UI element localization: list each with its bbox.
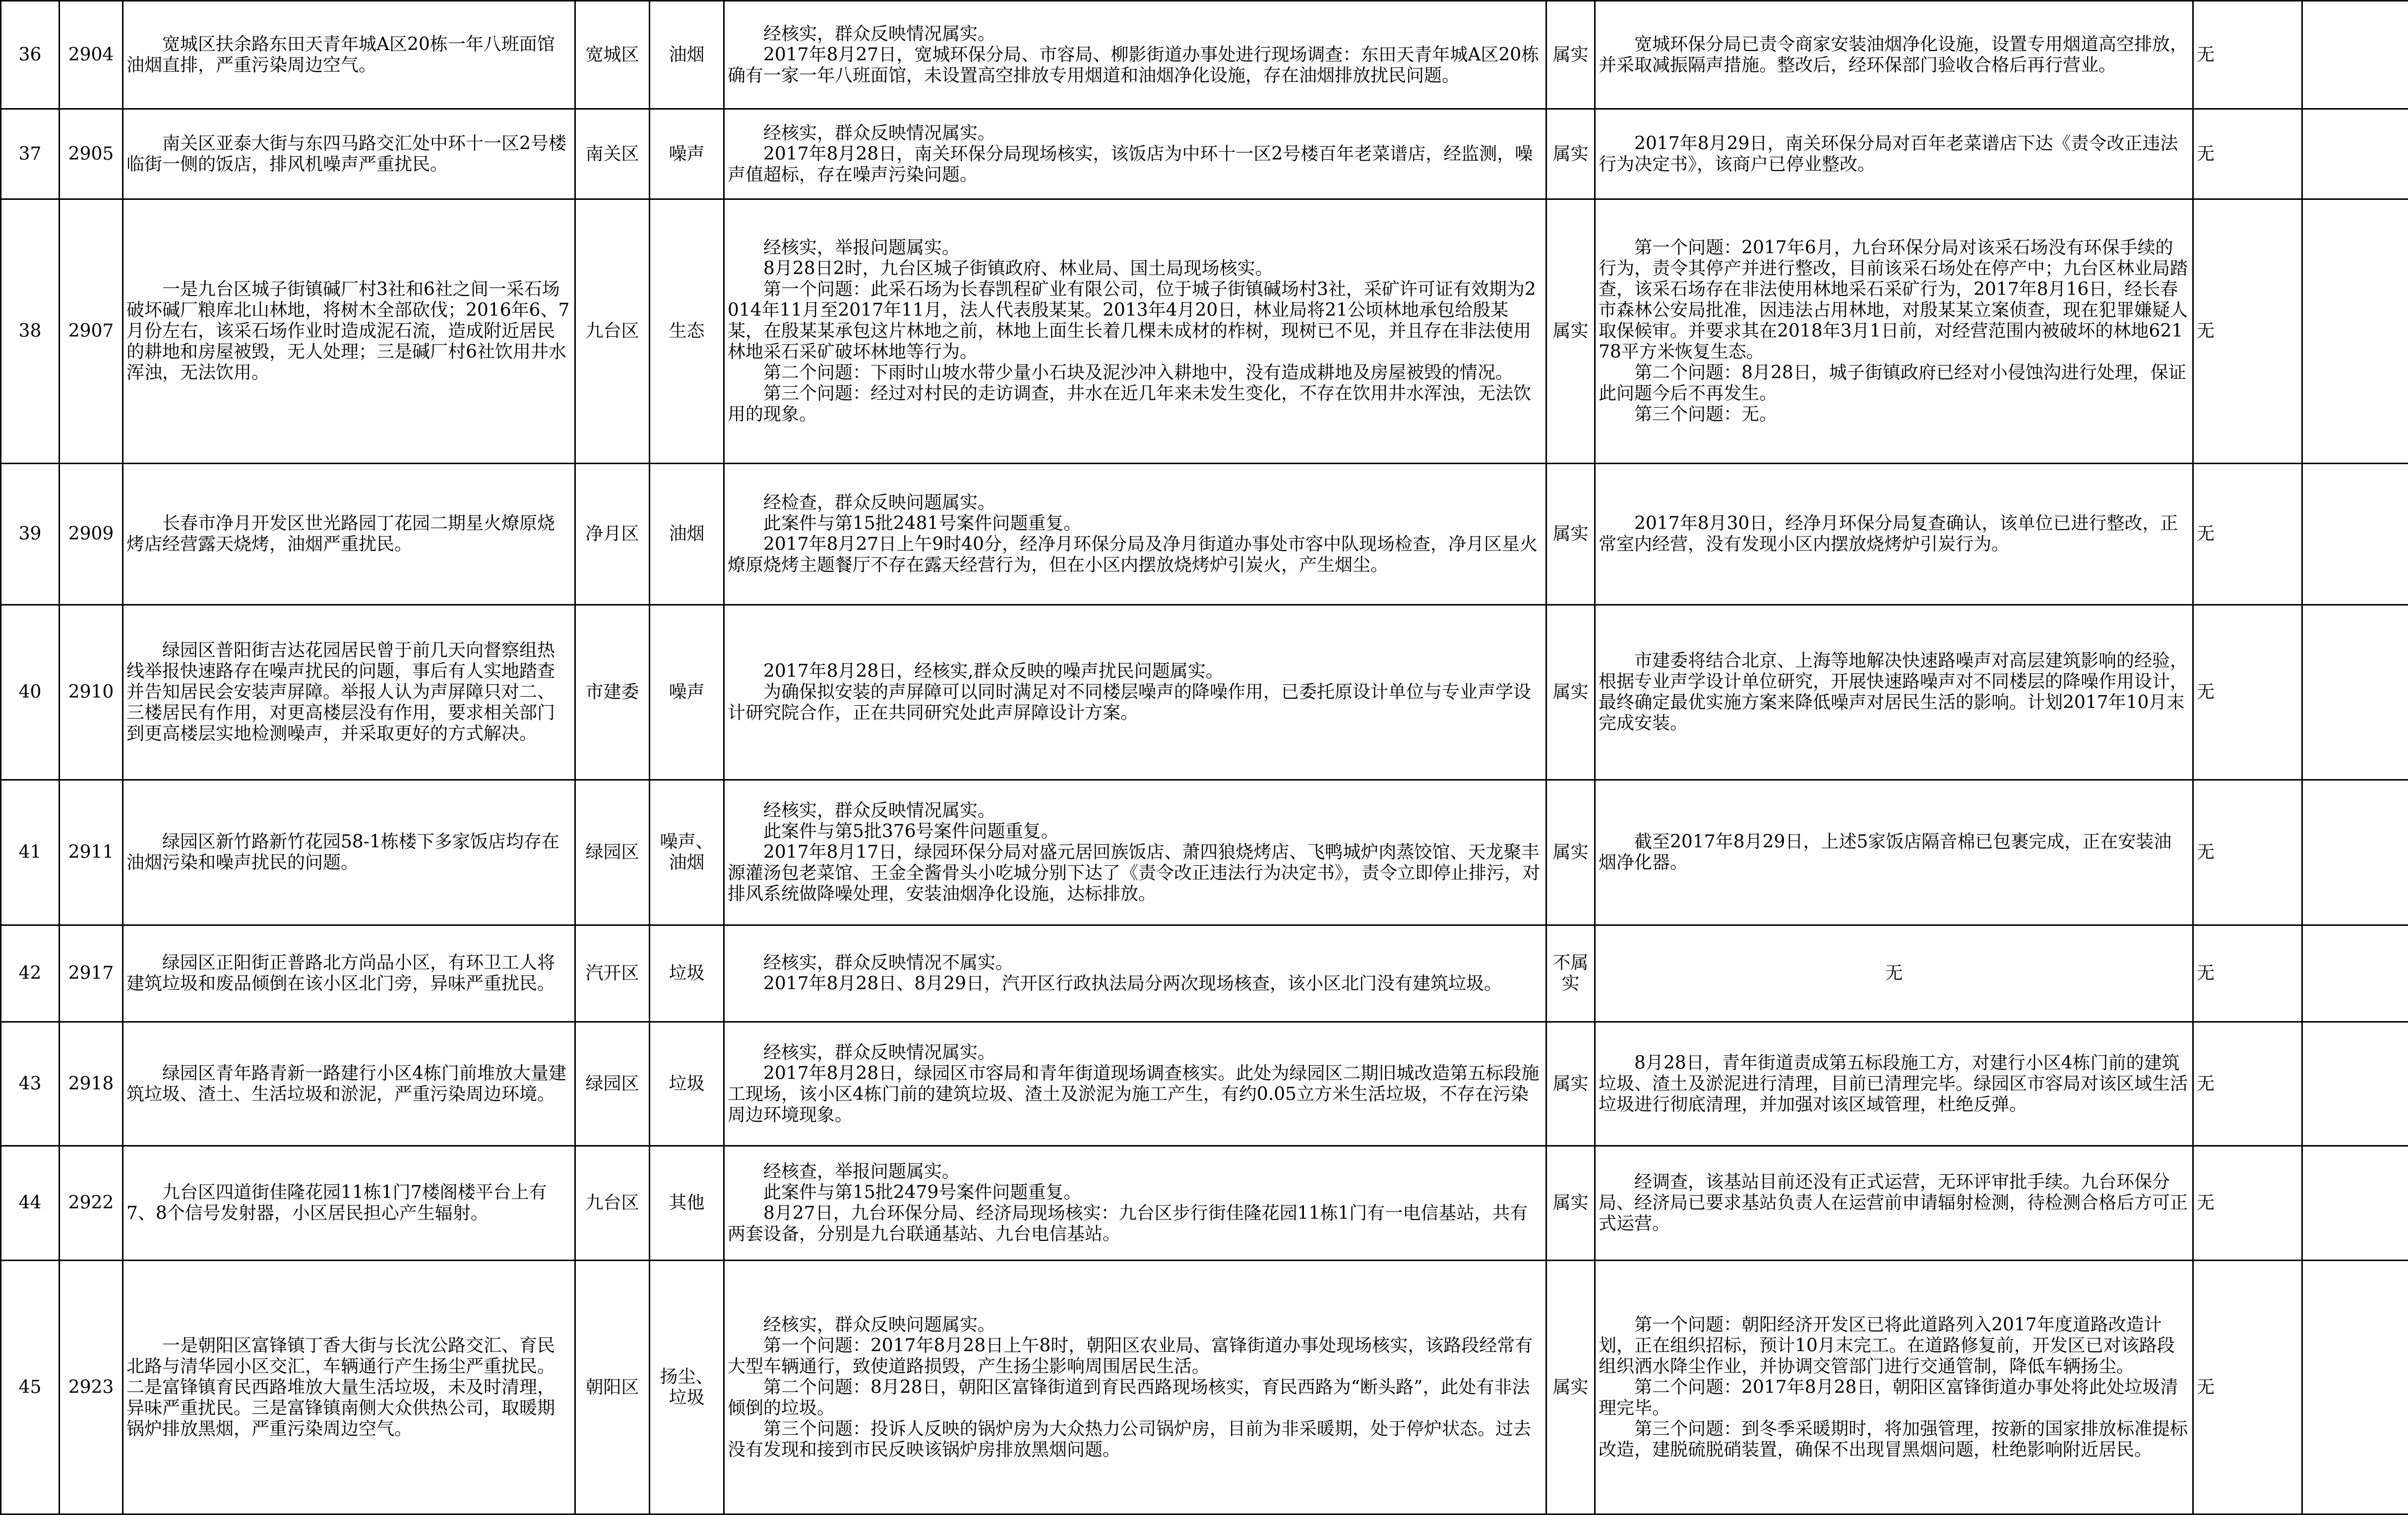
- remark-cell: [2302, 605, 2408, 780]
- category-cell: 生态: [650, 199, 724, 464]
- seq-cell: 40: [1, 605, 60, 780]
- seq-cell: 41: [1, 780, 60, 925]
- investigation-cell-paragraph: 2017年8月17日，绿园环保分局对盛元居回族饭店、萧四狼烧烤店、飞鸭城炉肉蒸饺馆、天龙聚丰源灌汤包老菜馆、王金全酱骨头小吃城分别下达了《责令改正违法行为决定书》，责令立即停止排污，对排风系统做降噪处理，安装油烟净化设施，达标排放。: [728, 842, 1543, 905]
- handling-cell-paragraph: 第二个问题：2017年8月28日，朝阳区富锋街道办事处将此处垃圾清理完毕。: [1599, 1377, 2189, 1419]
- case-number-cell: 2911: [60, 780, 123, 925]
- category-cell: 噪声: [650, 109, 724, 199]
- district-cell: 绿园区: [575, 1022, 650, 1146]
- investigation-cell: [724, 1146, 1546, 1261]
- verdict-cell: 属实: [1546, 780, 1595, 925]
- seq-cell: 44: [1, 1146, 60, 1261]
- investigation-cell-paragraph: 8月27日，九台环保分局、经济局现场核实：九台区步行街佳隆花园11栋1门有一电信基站，共有两套设备，分别是九台联通基站、九台电信基站。: [728, 1203, 1543, 1245]
- verdict-cell: 属实: [1546, 1146, 1595, 1261]
- seq-cell: 38: [1, 199, 60, 464]
- district-cell: 宽城区: [575, 1, 650, 109]
- case-number-cell: 2922: [60, 1146, 123, 1261]
- accountability-cell: 无: [2193, 925, 2302, 1022]
- table-row: [1, 1, 2408, 109]
- category-cell: 垃圾: [650, 925, 724, 1022]
- handling-cell-paragraph: 宽城环保分局已责令商家安装油烟净化设施，设置专用烟道高空排放，并采取减振隔声措施。整改后，经环保部门验收合格后再行营业。: [1599, 34, 2189, 76]
- investigation-cell: [724, 199, 1546, 464]
- investigation-cell-paragraph: 经核实，群众反映情况属实。: [728, 24, 1543, 45]
- case-number-cell: 2909: [60, 464, 123, 605]
- seq-cell: 37: [1, 109, 60, 199]
- case-number-cell: 2923: [60, 1261, 123, 1515]
- handling-cell: [1595, 1261, 2193, 1515]
- seq-cell: 45: [1, 1261, 60, 1515]
- handling-cell-paragraph: 2017年8月30日，经净月环保分局复查确认，该单位已进行整改，正常室内经营，没有发现小区内摆放烧烤炉引炭行为。: [1599, 513, 2189, 555]
- complaint-content-cell: [123, 605, 575, 780]
- remark-cell: [2302, 1022, 2408, 1146]
- case-number-cell: 2918: [60, 1022, 123, 1146]
- district-cell: 朝阳区: [575, 1261, 650, 1515]
- investigation-cell-paragraph: 经核实，群众反映情况不属实。: [728, 953, 1543, 973]
- complaint-content-cell-paragraph: 绿园区普阳街吉达花园居民曾于前几天向督察组热线举报快速路存在噪声扰民的问题，事后有人实地踏查并告知居民会安装声屏障。举报人认为声屏障只对二、三楼居民有作用，对更高楼层没有作用，要求相关部门到更高楼层实地检测噪声，并采取更好的方式解决。: [126, 640, 571, 744]
- investigation-cell-paragraph: 经核实，群众反映情况属实。: [728, 800, 1543, 821]
- investigation-cell-paragraph: 经核实，群众反映情况属实。: [728, 1042, 1543, 1063]
- seq-cell: 42: [1, 925, 60, 1022]
- handling-cell-paragraph: 8月28日，青年街道责成第五标段施工方，对建行小区4栋门前的建筑垃圾、渣土及淤泥进行清理，目前已清理完毕。绿园区市容局对该区域生活垃圾进行彻底清理，并加强对该区域管理，杜绝反弹。: [1599, 1053, 2189, 1115]
- verdict-cell: 不属实: [1546, 925, 1595, 1022]
- handling-cell-paragraph: 第三个问题：无。: [1599, 404, 2189, 425]
- district-cell: 净月区: [575, 464, 650, 605]
- investigation-cell-paragraph: 第二个问题：下雨时山坡水带少量小石块及泥沙冲入耕地中，没有造成耕地及房屋被毁的情况。: [728, 363, 1543, 383]
- accountability-cell: 无: [2193, 1261, 2302, 1515]
- complaint-content-cell-paragraph: 宽城区扶余路东田天青年城A区20栋一年八班面馆油烟直排，严重污染周边空气。: [126, 34, 571, 76]
- table-row: [1, 464, 2408, 605]
- handling-cell: [1595, 1146, 2193, 1261]
- investigation-cell-paragraph: 第一个问题：此采石场为长春凯程矿业有限公司，位于城子街镇碱场村3社，采矿许可证有效期为2014年11月至2017年11月，法人代表殷某某。2013年4月20日，林业局将21公顷林地承包给殷某某，在殷某某承包这片林地之前，林地上面生长着几棵未成材的柞树，现树已不见，并且存在非法使用林地采石采矿破坏林地等行为。: [728, 279, 1543, 363]
- category-cell: 其他: [650, 1146, 724, 1261]
- seq-cell: 36: [1, 1, 60, 109]
- investigation-cell: [724, 464, 1546, 605]
- handling-cell-paragraph: 第二个问题：8月28日，城子街镇政府已经对小侵蚀沟进行处理，保证此问题今后不再发生。: [1599, 363, 2189, 404]
- table-row: [1, 109, 2408, 199]
- investigation-cell: [724, 1261, 1546, 1515]
- district-cell: 九台区: [575, 199, 650, 464]
- complaint-content-cell: [123, 109, 575, 199]
- complaint-content-cell: [123, 1022, 575, 1146]
- handling-cell: [1595, 1022, 2193, 1146]
- investigation-cell-paragraph: 第二个问题：8月28日，朝阳区富锋街道到育民西路现场核实，育民西路为“断头路”，此处有非法倾倒的垃圾。: [728, 1377, 1543, 1419]
- investigation-cell-paragraph: 2017年8月28日，南关环保分局现场核实，该饭店为中环十一区2号楼百年老菜谱店，经监测，噪声值超标，存在噪声污染问题。: [728, 144, 1543, 185]
- investigation-cell: [724, 109, 1546, 199]
- table-row: [1, 1261, 2408, 1515]
- accountability-cell: 无: [2193, 780, 2302, 925]
- investigation-cell: [724, 1, 1546, 109]
- seq-cell: 39: [1, 464, 60, 605]
- investigation-cell-paragraph: 2017年8月28日，经核实,群众反映的噪声扰民问题属实。: [728, 661, 1543, 682]
- investigation-cell-paragraph: 第一个问题：2017年8月28日上午8时，朝阳区农业局、富锋街道办事处现场核实，该路段经常有大型车辆通行，致使道路损毁，产生扬尘影响周围居民生活。: [728, 1335, 1543, 1377]
- seq-cell: 43: [1, 1022, 60, 1146]
- handling-cell: [1595, 109, 2193, 199]
- complaint-content-cell: [123, 464, 575, 605]
- accountability-cell: 无: [2193, 109, 2302, 199]
- handling-cell-paragraph: 2017年8月29日，南关环保分局对百年老菜谱店下达《责令改正违法行为决定书》，该商户已停业整改。: [1599, 133, 2189, 175]
- category-cell: 扬尘、垃圾: [650, 1261, 724, 1515]
- category-cell: 油烟: [650, 1, 724, 109]
- complaint-content-cell: [123, 925, 575, 1022]
- complaint-content-cell-paragraph: 绿园区新竹路新竹花园58-1栋楼下多家饭店均存在油烟污染和噪声扰民的问题。: [126, 832, 571, 873]
- investigation-cell-paragraph: 经核实，举报问题属实。: [728, 238, 1543, 258]
- district-cell: 绿园区: [575, 780, 650, 925]
- accountability-cell: 无: [2193, 605, 2302, 780]
- complaint-content-cell-paragraph: 九台区四道街佳隆花园11栋1门7楼阁楼平台上有7、8个信号发射器，小区居民担心产生辐射。: [126, 1182, 571, 1224]
- investigation-cell-paragraph: 2017年8月27日，宽城环保分局、市容局、柳影街道办事处进行现场调查：东田天青年城A区20栋确有一家一年八班面馆，未设置高空排放专用烟道和油烟净化设施，存在油烟排放扰民问题。: [728, 45, 1543, 86]
- category-cell: 噪声、油烟: [650, 780, 724, 925]
- handling-cell: [1595, 1, 2193, 109]
- investigation-cell-paragraph: 8月28日2时，九台区城子街镇政府、林业局、国土局现场核实。: [728, 258, 1543, 279]
- accountability-cell: 无: [2193, 1146, 2302, 1261]
- table-row: [1, 780, 2408, 925]
- complaint-content-cell: [123, 1261, 575, 1515]
- investigation-cell-paragraph: 2017年8月28日，绿园区市容局和青年街道现场调查核实。此处为绿园区二期旧城改造第五标段施工现场，该小区4栋门前的建筑垃圾、渣土及淤泥为施工产生，有约0.05立方米生活垃圾，不存在污染周边环境现象。: [728, 1063, 1543, 1126]
- investigation-cell-paragraph: 经核实，群众反映情况属实。: [728, 123, 1543, 144]
- investigation-cell-paragraph: 经核查，举报问题属实。: [728, 1161, 1543, 1182]
- handling-cell: [1595, 464, 2193, 605]
- investigation-cell-paragraph: 2017年8月27日上午9时40分，经净月环保分局及净月街道办事处市容中队现场检查，净月区星火燎原烧烤主题餐厅不存在露天经营行为，但在小区内摆放烧烤炉引炭火，产生烟尘。: [728, 534, 1543, 576]
- verdict-cell: 属实: [1546, 199, 1595, 464]
- investigation-cell-paragraph: 为确保拟安装的声屏障可以同时满足对不同楼层噪声的降噪作用，已委托原设计单位与专业声学设计研究院合作，正在共同研究处此声屏障设计方案。: [728, 682, 1543, 724]
- complaint-content-cell: [123, 1, 575, 109]
- case-number-cell: 2907: [60, 199, 123, 464]
- complaint-content-cell: [123, 1146, 575, 1261]
- verdict-cell: 属实: [1546, 109, 1595, 199]
- complaint-content-cell-paragraph: 绿园区青年路青新一路建行小区4栋门前堆放大量建筑垃圾、渣土、生活垃圾和淤泥，严重污染周边环境。: [126, 1063, 571, 1105]
- complaint-content-cell-paragraph: 一是朝阳区富锋镇丁香大街与长沈公路交汇、育民北路与清华园小区交汇，车辆通行产生扬尘严重扰民。二是富锋镇育民西路堆放大量生活垃圾，未及时清理，异味严重扰民。三是富锋镇南侧大众供热公司，取暖期锅炉排放黑烟，严重污染周边空气。: [126, 1335, 571, 1440]
- accountability-cell: 无: [2193, 1022, 2302, 1146]
- accountability-cell: 无: [2193, 464, 2302, 605]
- remark-cell: [2302, 1261, 2408, 1515]
- district-cell: 市建委: [575, 605, 650, 780]
- investigation-cell-paragraph: 此案件与第15批2479号案件问题重复。: [728, 1182, 1543, 1203]
- handling-cell-paragraph: 市建委将结合北京、上海等地解决快速路噪声对高层建筑影响的经验，根据专业声学设计单位研究，开展快速路噪声对不同楼层的降噪作用设计，最终确定最优实施方案来降低噪声对居民生活的影响。计划2017年10月末完成安装。: [1599, 651, 2189, 734]
- complaint-content-cell-paragraph: 一是九台区城子街镇碱厂村3社和6社之间一采石场破坏碱厂粮库北山林地，将树木全部砍伐；2016年6、7月份左右，该采石场作业时造成泥石流，造成附近居民的耕地和房屋被毁，无人处理；三是碱厂村6社饮用井水浑浊，无法饮用。: [126, 279, 571, 383]
- complaint-content-cell-paragraph: 绿园区正阳街正普路北方尚品小区，有环卫工人将建筑垃圾和废品倾倒在该小区北门旁，异味严重扰民。: [126, 953, 571, 994]
- district-cell: 九台区: [575, 1146, 650, 1261]
- district-cell: 汽开区: [575, 925, 650, 1022]
- handling-cell-paragraph: 截至2017年8月29日，上述5家饭店隔音棉已包裹完成，正在安装油烟净化器。: [1599, 832, 2189, 873]
- category-cell: 油烟: [650, 464, 724, 605]
- case-number-cell: 2910: [60, 605, 123, 780]
- accountability-cell: 无: [2193, 1, 2302, 109]
- complaint-content-cell: [123, 199, 575, 464]
- investigation-cell: [724, 925, 1546, 1022]
- case-number-cell: 2917: [60, 925, 123, 1022]
- table-row: [1, 925, 2408, 1022]
- handling-cell: [1595, 780, 2193, 925]
- investigation-cell: [724, 780, 1546, 925]
- category-cell: 垃圾: [650, 1022, 724, 1146]
- remark-cell: [2302, 925, 2408, 1022]
- table-row: [1, 1146, 2408, 1261]
- handling-cell: [1595, 199, 2193, 464]
- verdict-cell: 属实: [1546, 605, 1595, 780]
- investigation-cell-paragraph: 经核实，群众反映问题属实。: [728, 1315, 1543, 1335]
- table-row: [1, 199, 2408, 464]
- remark-cell: [2302, 109, 2408, 199]
- remark-cell: [2302, 1146, 2408, 1261]
- verdict-cell: 属实: [1546, 1, 1595, 109]
- investigation-cell-paragraph: 2017年8月28日、8月29日，汽开区行政执法局分两次现场核查，该小区北门没有建筑垃圾。: [728, 973, 1543, 994]
- category-cell: 噪声: [650, 605, 724, 780]
- investigation-cell-paragraph: 经检查，群众反映问题属实。: [728, 492, 1543, 513]
- verdict-cell: 属实: [1546, 464, 1595, 605]
- case-number-cell: 2905: [60, 109, 123, 199]
- accountability-cell: 无: [2193, 199, 2302, 464]
- remark-cell: [2302, 464, 2408, 605]
- handling-cell-paragraph: 第一个问题：2017年6月，九台环保分局对该采石场没有环保手续的行为，责令其停产并进行整改，目前该采石场处在停产中；九台区林业局踏查，该采石场存在非法使用林地采石采矿行为，2017年8月16日，经长春市森林公安局批准，因违法占用林地，对殷某某立案侦查，现在犯罪嫌疑人取保候审。并要求其在2018年3月1日前，对经营范围内被破坏的林地62178平方米恢复生态。: [1599, 238, 2189, 363]
- investigation-cell-paragraph: 此案件与第15批2481号案件问题重复。: [728, 513, 1543, 534]
- table-row: [1, 605, 2408, 780]
- handling-cell: 无: [1595, 925, 2193, 1022]
- investigation-cell: [724, 605, 1546, 780]
- handling-cell-paragraph: 第一个问题：朝阳经济开发区已将此道路列入2017年度道路改造计划，正在组织招标，预计10月末完工。在道路修复前，开发区已对该路段组织洒水降尘作业，并协调交管部门进行交通管制，降低车辆扬尘。: [1599, 1315, 2189, 1377]
- investigation-cell: [724, 1022, 1546, 1146]
- table-row: [1, 1022, 2408, 1146]
- investigation-cell-paragraph: 第三个问题：投诉人反映的锅炉房为大众热力公司锅炉房，目前为非采暖期，处于停炉状态。过去没有发现和接到市民反映该锅炉房排放黑烟问题。: [728, 1419, 1543, 1460]
- handling-cell-paragraph: 第三个问题：到冬季采暖期时，将加强管理，按新的国家排放标准提标改造，建脱硫脱硝装置，确保不出现冒黑烟问题，杜绝影响附近居民。: [1599, 1419, 2189, 1460]
- complaint-content-cell-paragraph: 南关区亚泰大街与东四马路交汇处中环十一区2号楼临街一侧的饭店，排风机噪声严重扰民。: [126, 133, 571, 175]
- remark-cell: [2302, 199, 2408, 464]
- remark-cell: [2302, 780, 2408, 925]
- complaint-content-cell: [123, 780, 575, 925]
- remark-cell: [2302, 1, 2408, 109]
- verdict-cell: 属实: [1546, 1261, 1595, 1515]
- handling-cell-paragraph: 经调查，该基站目前还没有正式运营，无环评审批手续。九台环保分局、经济局已要求基站负责人在运营前申请辐射检测，待检测合格后方可正式运营。: [1599, 1172, 2189, 1234]
- verdict-cell: 属实: [1546, 1022, 1595, 1146]
- case-number-cell: 2904: [60, 1, 123, 109]
- district-cell: 南关区: [575, 109, 650, 199]
- investigation-cell-paragraph: 第三个问题：经过对村民的走访调查，井水在近几年来未发生变化，不存在饮用井水浑浊，无法饮用的现象。: [728, 383, 1543, 425]
- handling-cell: [1595, 605, 2193, 780]
- complaint-content-cell-paragraph: 长春市净月开发区世光路园丁花园二期星火燎原烧烤店经营露天烧烤，油烟严重扰民。: [126, 513, 571, 555]
- investigation-cell-paragraph: 此案件与第5批376号案件问题重复。: [728, 821, 1543, 842]
